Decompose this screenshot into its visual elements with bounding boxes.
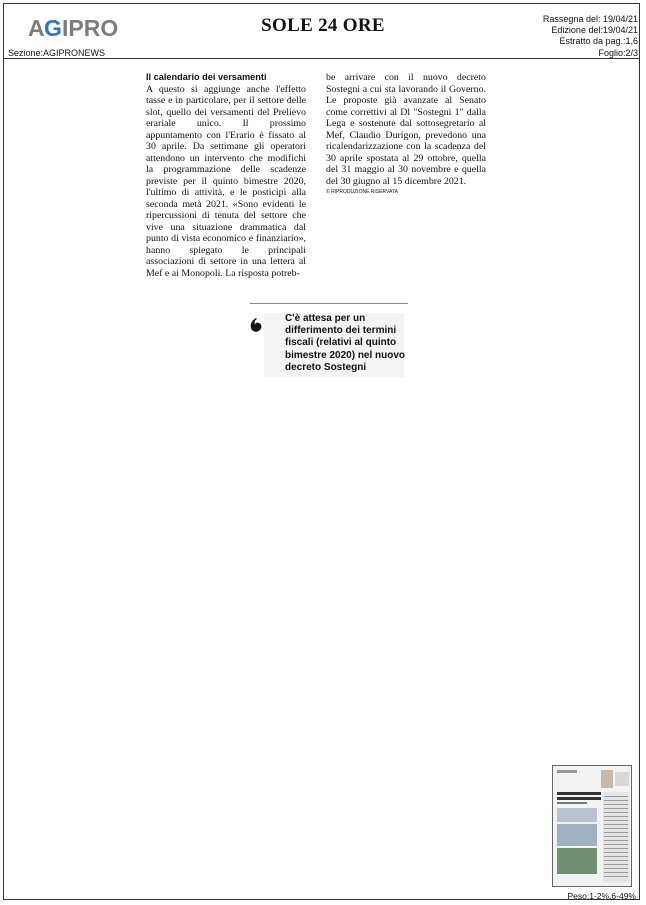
pullquote-rule bbox=[250, 303, 408, 304]
foglio-number: Foglio:2/3 bbox=[598, 47, 638, 58]
copyright-notice: © RIPRODUZIONE RISERVATA bbox=[326, 189, 398, 195]
estratto-pages: Estratto da pag.:1,6 bbox=[559, 36, 638, 47]
article-body-col2: be arrivare con il nuovo decreto Sostegni a cui sta lavorando il Governo. Le proposte già avanzate al Senato come correttivi al Dl "Sostegni 1" dalla Lega e sostenute dal sottosegretario al Mef, Claudio Durigon, prevedono una ricalendarizzazione con la scadenza del 30 aprile spostata al 29 ottobre, quella del 31 maggio al 30 novembre e quella del 30 giugno al 15 dicembre 2021. bbox=[326, 72, 486, 187]
svg-text:A: A bbox=[28, 15, 45, 41]
svg-text:IPRO: IPRO bbox=[62, 15, 119, 41]
page-thumbnail-image bbox=[553, 766, 632, 887]
press-meta bbox=[543, 14, 638, 59]
svg-text:G: G bbox=[44, 15, 62, 41]
article-column-2 bbox=[326, 72, 486, 196]
peso-label: Peso:1-2%,6-49% bbox=[567, 891, 636, 901]
article-column-1 bbox=[146, 72, 306, 279]
quote-mark-icon bbox=[249, 316, 263, 336]
rassegna-date: Rassegna del: 19/04/21 bbox=[542, 14, 638, 24]
pullquote-text: C'è attesa per un differimento dei termini fiscali (relativi al quinto bimestre 2020) nel nuovo decreto Sostegni bbox=[285, 313, 406, 373]
section-label: Sezione:AGIPRONEWS bbox=[8, 48, 106, 58]
page-thumbnail[interactable] bbox=[552, 765, 632, 887]
edizione-date: Edizione del:19/04/21 bbox=[551, 25, 638, 36]
header-divider bbox=[4, 58, 639, 59]
article-subhead: Il calendario dei versamenti bbox=[146, 72, 267, 82]
article-body-col1: A questo si aggiunge anche l'effetto tasse e in particolare, per il settore delle slot, quello dei versamenti del Prelievo erariale unico. Il prossimo appuntamento con l'Erario è fissato al 30 aprile. Da settimane gli operatori attendono un intervento che modifichi la programmazione delle scadenze previste per il quinto bimestre 2020, l'ultimo di attività, e le posticipi alla seconda metà 2021. «Sono evidenti le ripercussioni di tenuta del settore che vive una situazione drammatica dal punto di vista economico e finanziario», hanno spiegato le principali associazioni di settore in una lettera al Mef e ai Monopoli. La risposta potreb- bbox=[146, 83, 306, 279]
page-frame bbox=[3, 3, 640, 900]
masthead-title: SOLE 24 ORE bbox=[261, 15, 385, 36]
